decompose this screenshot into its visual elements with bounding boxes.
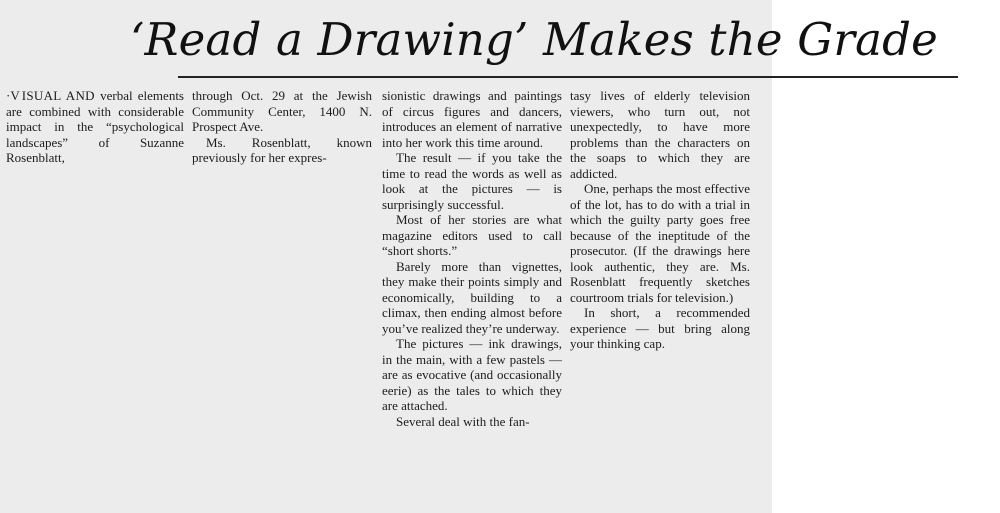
paragraph: through Oct. 29 at the Jewish Community Center, 1400 N. Prospect Ave. (192, 88, 372, 134)
lead-caps: ISUAL AND (21, 88, 95, 103)
paragraph: sionistic drawings and paintings of circus figures and dancers, introduces an element of narrative into her work this time around. (382, 88, 562, 150)
article-column-4 (570, 88, 750, 352)
paragraph-text: verbal elements are combined with considerable impact in the “psychological landscapes” of Suzanne Rosenblatt, (6, 88, 184, 165)
paragraph: tasy lives of elderly television viewers, who turn out, not unexpectedly, to have more problems than the characters on the soaps to which they are addicted. (570, 88, 750, 181)
paragraph (6, 88, 184, 166)
paragraph: The pictures — ink drawings, in the main, with a few pastels — are as evocative (and occasionally eerie) as the tales to which they are attached. (382, 336, 562, 413)
paragraph: Ms. Rosenblatt, known previously for her expres- (192, 134, 372, 165)
paragraph: Barely more than vignettes, they make their points simply and economically, building to a climax, then ending almost before you’ve realized they’re underway. (382, 258, 562, 336)
lead-in: ·V (6, 88, 20, 103)
article-column-3 (382, 88, 562, 429)
paragraph: In short, a recommended experience — but bring along your thinking cap. (570, 305, 750, 351)
headline: ‘Read a Drawing’ Makes the Grade (130, 13, 938, 66)
article-column-1 (6, 88, 184, 166)
headline-rule (178, 76, 958, 78)
article-column-2 (192, 88, 372, 166)
paragraph: Most of her stories are what magazine editors used to call “short shorts.” (382, 212, 562, 258)
paragraph: Several deal with the fan- (396, 413, 530, 429)
paragraph: One, perhaps the most effective of the lot, has to do with a trial in which the guilty party goes free because of the ineptitude of the prosecutor. (If the drawings here look authentic, they are. Ms. Rosenblatt frequently sketches courtroom trials for television.) (570, 181, 750, 305)
paragraph: The result — if you take the time to read the words as well as look at the pictures — is surprisingly successful. (382, 150, 562, 212)
